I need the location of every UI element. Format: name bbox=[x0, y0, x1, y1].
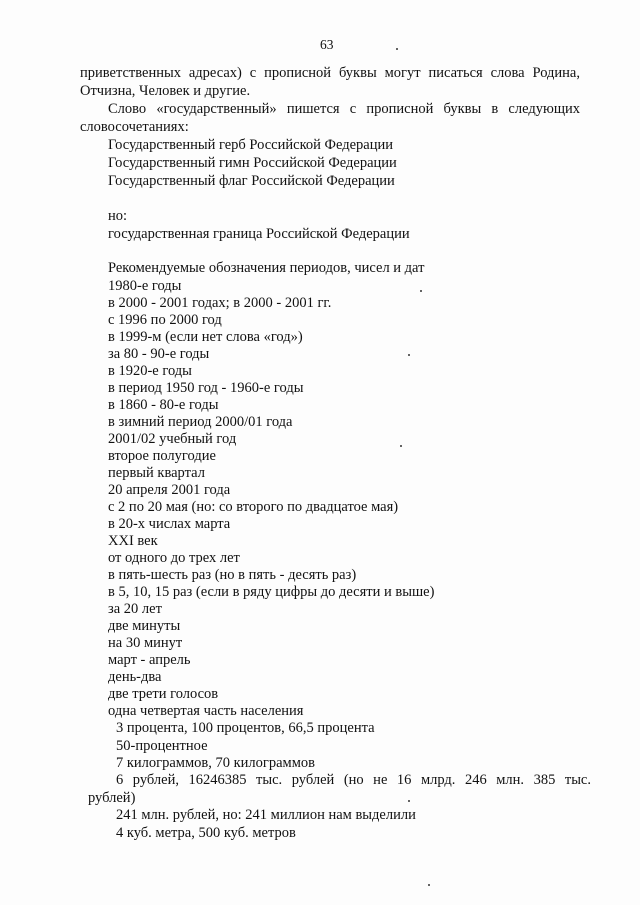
list-item: 3 процента, 100 процентов, 66,5 процента bbox=[116, 720, 375, 736]
list-item: второе полугодие bbox=[108, 448, 216, 464]
list-item: Государственный флаг Российской Федерации bbox=[108, 173, 395, 189]
list-item: 1980-е годы bbox=[108, 278, 182, 294]
scan-speck bbox=[428, 884, 430, 886]
list-item: март - апрель bbox=[108, 652, 191, 668]
list-item: две трети голосов bbox=[108, 686, 219, 702]
scan-speck bbox=[400, 445, 402, 447]
list-item: государственная граница Российской Федерации bbox=[108, 226, 410, 242]
list-item: Государственный герб Российской Федерации bbox=[108, 137, 393, 153]
list-item: с 1996 по 2000 год bbox=[108, 312, 222, 328]
paragraph-line: приветственных адресах) с прописной буквы могут писаться слова Родина, bbox=[80, 65, 580, 81]
list-item: 7 килограммов, 70 килограммов bbox=[116, 755, 315, 771]
paragraph-line: рублей) bbox=[88, 790, 136, 806]
section-heading: Рекомендуемые обозначения периодов, чисел и дат bbox=[108, 260, 425, 276]
list-item: в 2000 - 2001 годах; в 2000 - 2001 гг. bbox=[108, 295, 332, 311]
list-item: на 30 минут bbox=[108, 635, 183, 651]
paragraph-line: словосочетаниях: bbox=[80, 119, 189, 135]
list-item: с 2 по 20 мая (но: со второго по двадцатое мая) bbox=[108, 499, 399, 515]
list-item: в 1999-м (если нет слова «год») bbox=[108, 329, 303, 345]
list-item: в 5, 10, 15 раз (если в ряду цифры до десяти и выше) bbox=[108, 584, 435, 600]
list-item: Государственный гимн Российской Федерации bbox=[108, 155, 397, 171]
list-item: две минуты bbox=[108, 618, 181, 634]
list-item: за 20 лет bbox=[108, 601, 162, 617]
list-item: от одного до трех лет bbox=[108, 550, 240, 566]
list-item: в 1860 - 80-е годы bbox=[108, 397, 219, 413]
list-item: день-два bbox=[108, 669, 162, 685]
list-item: 2001/02 учебный год bbox=[108, 431, 237, 447]
list-item: 4 куб. метра, 500 куб. метров bbox=[116, 825, 296, 841]
scan-speck bbox=[408, 354, 410, 356]
exception-label: но: bbox=[108, 208, 128, 224]
list-item: в период 1950 год - 1960-е годы bbox=[108, 380, 304, 396]
list-item: в 1920-е годы bbox=[108, 363, 192, 379]
list-item: в пять-шесть раз (но в пять - десять раз) bbox=[108, 567, 357, 583]
page-number: 63 bbox=[320, 37, 334, 52]
list-item: первый квартал bbox=[108, 465, 205, 481]
list-item: одна четвертая часть населения bbox=[108, 703, 304, 719]
paragraph-line: 6 рублей, 16246385 тыс. рублей (но не 16 млрд. 246 млн. 385 тыс. bbox=[116, 772, 591, 788]
list-item: за 80 - 90-е годы bbox=[108, 346, 210, 362]
list-item: 50-процентное bbox=[116, 738, 208, 754]
list-item: в зимний период 2000/01 года bbox=[108, 414, 293, 430]
scan-speck bbox=[420, 290, 422, 292]
list-item: XXI век bbox=[108, 533, 158, 549]
paragraph-line: Слово «государственный» пишется с прописной буквы в следующих bbox=[108, 101, 580, 117]
list-item: 20 апреля 2001 года bbox=[108, 482, 231, 498]
list-item: в 20-х числах марта bbox=[108, 516, 231, 532]
paragraph-line: Отчизна, Человек и другие. bbox=[80, 83, 251, 99]
scan-speck bbox=[396, 48, 398, 50]
scan-speck bbox=[408, 800, 410, 802]
list-item: 241 млн. рублей, но: 241 миллион нам выделили bbox=[116, 807, 416, 823]
